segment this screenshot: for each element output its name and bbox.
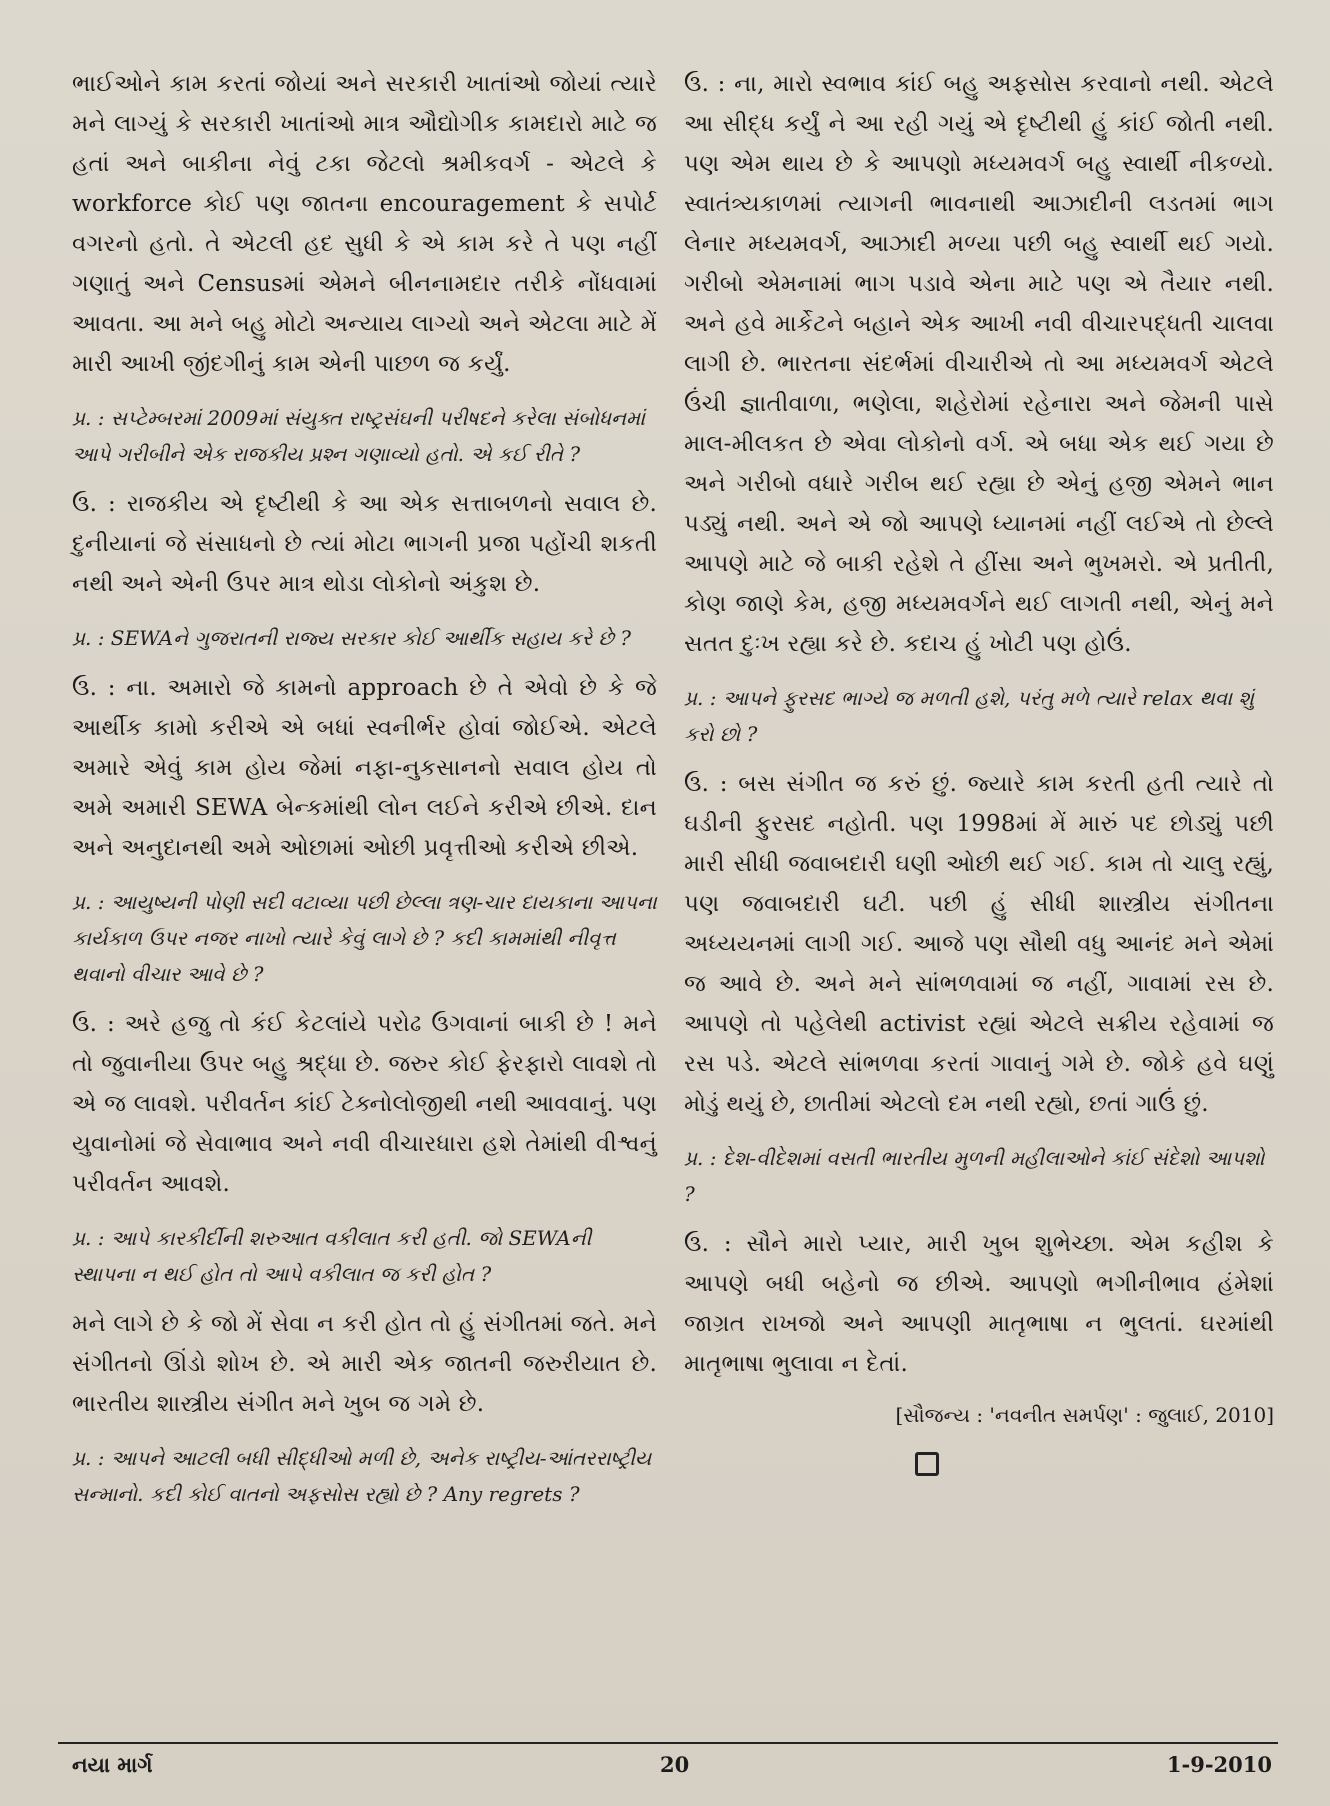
left-column: [72, 64, 657, 1524]
right-answer-paragraph-3: ઉ. : સૌને મારો પ્યાર, મારી ખુબ શુભેચ્છા. એમ કહીશ કે આપણે બધી બહેનો જ છીએ. આપણો ભગીનીભાવ હંમેશાં જાગ્રત રાખજો અને આપણી માતૃભાષા ન ભુલતાં. ઘરમાંથી માતૃભાષા ભુલાવા ન દેતાં.: [684, 1231, 1274, 1377]
left-answer-paragraph-1: ભાઈઓને કામ કરતાં જોયાં અને સરકારી ખાતાંઓ જોયાં ત્યારે મને લાગ્યું કે સરકારી ખાતાંઓ માત્ર ઔદ્યોગીક કામદારો માટે જ હતાં અને બાકીના નેવું ટકા જેટલો શ્રમીકવર્ગ - એટલે કે workforce કોઈ પણ જાતના encouragement કે સપોર્ટ વગરનો હતો. તે એટલી હદ સુધી કે એ કામ કરે તે પણ નહીં ગણાતું અને Censusમાં એમને બીનનામદાર તરીકે નોંધવામાં આવતા. આ મને બહુ મોટો અન્યાય લાગ્યો અને એટલા માટે મેં મારી આખી જીંદગીનું કામ એની પાછળ જ કર્યું.: [72, 71, 657, 377]
left-answer-paragraph-3: ઉ. : ના. અમારો જે કામનો approach છે તે એવો છે કે જે આર્થીક કામો કરીએ એ બધાં સ્વનીર્ભર હોવાં જોઈએ. એટલે અમારે એવું કામ હોય જેમાં નફા-નુકસાનનો સવાલ હોય તો અમે અમારી SEWA બેન્કમાંથી લોન લઈને કરીએ છીએ. દાન અને અનુદાનથી અમે ઓછામાં ઓછી પ્રવૃત્તીઓ કરીએ છીએ.: [72, 675, 657, 861]
right-column: [684, 64, 1274, 1476]
right-question-1: પ્ર. : આપને ફુરસદ ભાગ્યે જ મળતી હશે, પરંતુ મળે ત્યારે relax થવા શું કરો છો ?: [684, 686, 1254, 746]
publication-name: નયા માર્ગ: [72, 1752, 153, 1777]
left-question-3: પ્ર. : આયુષ્યની પોણી સદી વટાવ્યા પછી છેલ્લા ત્રણ-ચાર દાયકાના આપના કાર્યકાળ ઉપર નજર નાખો ત્યારે કેવું લાગે છે ? કદી કામમાંથી નીવૃત્ત થવાનો વીચાર આવે છે ?: [72, 890, 657, 986]
page-number: 20: [660, 1752, 690, 1777]
left-question-2: પ્ર. : SEWAને ગુજરાતની રાજ્ય સરકાર કોઈ આર્થીક સહાય કરે છે ?: [72, 626, 631, 650]
left-answer-paragraph-5: મને લાગે છે કે જો મેં સેવા ન કરી હોત તો હું સંગીતમાં જતે. મને સંગીતનો ઊંડો શોખ છે. એ મારી એક જાતની જરુરીયાત છે. ભારતીય શાસ્ત્રીય સંગીત મને ખુબ જ ગમે છે.: [72, 1311, 657, 1417]
source-credit: [સૌજન્ય : 'નવનીત સમર્પણ' : જુલાઈ, 2010]: [895, 1403, 1274, 1427]
issue-date: 1-9-2010: [1166, 1752, 1272, 1777]
end-square-icon: [915, 1452, 939, 1476]
left-question-1: પ્ર. : સપ્ટેમ્બરમાં 2009માં સંયુક્ત રાષ્ટ્રસંઘની પરીષદને કરેલા સંબોધનમાં આપે ગરીબીને એક રાજકીય પ્રશ્ન ગણાવ્યો હતો. એ કઈ રીતે ?: [72, 406, 646, 466]
footer-divider: [58, 1742, 1278, 1744]
right-question-2: પ્ર. : દેશ-વીદેશમાં વસતી ભારતીય મુળની મહીલાઓને કાંઈ સંદેશો આપશો ?: [684, 1146, 1265, 1206]
left-question-4: પ્ર. : આપે કારકીર્દીની શરુઆત વકીલાત કરી હતી. જો SEWAની સ્થાપના ન થઈ હોત તો આપે વકીલાત જ કરી હોત ?: [72, 1226, 592, 1286]
right-answer-paragraph-1: ઉ. : ના, મારો સ્વભાવ કાંઈ બહુ અફસોસ કરવાનો નથી. એટલે આ સીદ્ધ કર્યું ને આ રહી ગયું એ દૃષ્ટીથી હું કાંઈ જોતી નથી. પણ એમ થાય છે કે આપણો મધ્યમવર્ગ બહુ સ્વાર્થી નીકળ્યો. સ્વાતંત્ર્યકાળમાં ત્યાગની ભાવનાથી આઝાદીની લડતમાં ભાગ લેનાર મધ્યમવર્ગ, આઝાદી મળ્યા પછી બહુ સ્વાર્થી થઈ ગયો. ગરીબો એમનામાં ભાગ પડાવે એના માટે પણ એ તૈયાર નથી. અને હવે માર્કેટને બહાને એક આખી નવી વીચારપદ્ધતી ચાલવા લાગી છે. ભારતના સંદર્ભમાં વીચારીએ તો આ મધ્યમવર્ગ એટલે ઉંચી જ્ઞાતીવાળા, ભણેલા, શહેરોમાં રહેનારા અને જેમની પાસે માલ-મીલકત છે એવા લોકોનો વર્ગ. એ બધા એક થઈ ગયા છે અને ગરીબો વધારે ગરીબ થઈ રહ્યા છે એનું હજી એમને ભાન પડ્યું નથી. અને એ જો આપણે ધ્યાનમાં નહીં લઈએ તો છેલ્લે આપણે માટે જે બાકી રહેશે તે હીંસા અને ભુખમરો. એ પ્રતીતી, કોણ જાણે કેમ, હજી મધ્યમવર્ગને થઈ લાગતી નથી, એનું મને સતત દુઃખ રહ્યા કરે છે. કદાચ હું ખોટી પણ હોઉં.: [684, 71, 1274, 657]
right-answer-paragraph-2: ઉ. : બસ સંગીત જ કરું છું. જ્યારે કામ કરતી હતી ત્યારે તો ઘડીની ફુરસદ નહોતી. પણ 1998માં મેં મારું પદ છોડ્યું પછી મારી સીધી જવાબદારી ઘણી ઓછી થઈ ગઈ. કામ તો ચાલુ રહ્યું, પણ જવાબદારી ઘટી. પછી હું સીધી શાસ્ત્રીય સંગીતના અધ્યયનમાં લાગી ગઈ. આજે પણ સૌથી વધુ આનંદ મને એમાં જ આવે છે. અને મને સાંભળવામાં જ નહીં, ગાવામાં રસ છે. આપણે તો પહેલેથી activist રહ્યાં એટલે સક્રીય રહેવામાં જ રસ પડે. એટલે સાંભળવા કરતાં ગાવાનું ગમે છે. જોકે હવે ઘણું મોડું થયું છે, છાતીમાં એટલો દમ નથી રહ્યો, છતાં ગાઉં છું.: [684, 771, 1274, 1117]
left-question-5: પ્ર. : આપને આટલી બધી સીદ્ધીઓ મળી છે, અનેક રાષ્ટ્રીય-આંતરરાષ્ટ્રીય સન્માનો. કદી કોઈ વાતનો અફસોસ રહ્યો છે ? Any regrets ?: [72, 1446, 652, 1506]
left-answer-paragraph-4: ઉ. : અરે હજુ તો કંઈ કેટલાંયે પરોઢ ઉગવાનાં બાકી છે ! મને તો જુવાનીયા ઉપર બહુ શ્રદ્ધા છે. જરુર કોઈ ફેરફારો લાવશે તો એ જ લાવશે. પરીવર્તન કાંઈ ટેક્નોલોજીથી નથી આવવાનું. પણ યુવાનોમાં જે સેવાભાવ અને નવી વીચારધારા હશે તેમાંથી વીશ્વનું પરીવર્તન આવશે.: [72, 1011, 657, 1197]
left-answer-paragraph-2: ઉ. : રાજકીય એ દૃષ્ટીથી કે આ એક સત્તાબળનો સવાલ છે. દુનીયાનાં જે સંસાધનો છે ત્યાં મોટા ભાગની પ્રજા પહોંચી શકતી નથી અને એની ઉપર માત્ર થોડા લોકોનો અંકુશ છે.: [72, 491, 657, 597]
